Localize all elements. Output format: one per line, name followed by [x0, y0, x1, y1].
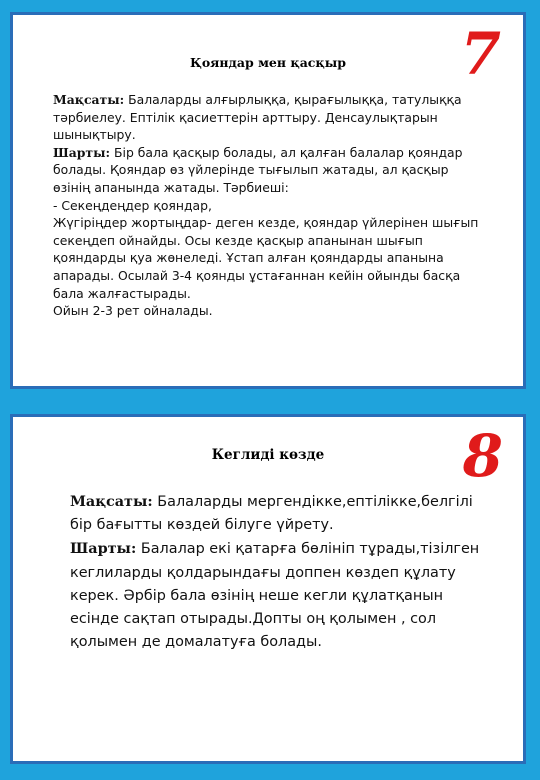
run-line: Жүгіріңдер жортыңдар- деген кезде, қояндар үйлерінен шығып секеңдеп ойнайды. Осы кезде қасқыр апанынан шығып қояндарды қуа жөнеледі. Ұстап алған қояндарды апанына апарады. Осылай 3-4 қоянды ұстағаннан кейін ойынды басқа бала жалғастырады.: [53, 215, 479, 301]
rules-label: Шарты:: [70, 540, 137, 558]
rules-text: Бір бала қасқыр болады, ал қалған балалар қояндар болады. Қояндар өз үйлерінде тығылып жатады, ал қасқыр өзінің апанында жатады. Тәрбиеші:: [53, 144, 463, 195]
rules-text: Балалар екі қатарға бөлініп тұрады,тізілген кеглиларды қолдарындағы доппен көздеп құлату керек. Әрбір бала өзінің неше кегли құлатқанын есінде сақтап отырады.Допты оң қолымен , сол қолымен де домалатуға болады.: [70, 541, 480, 651]
goal-paragraph: [70, 490, 485, 537]
game-card-7: [10, 12, 526, 389]
card-body: [70, 490, 485, 654]
goal-text: Балаларды алғырлыққа, қырағылыққа, татулыққа тәрбиелеу. Ептілік қасиеттерін арттыру. Денсаулықтарын шынықтыру.: [53, 92, 462, 143]
repeat-line: Ойын 2-3 рет ойналады.: [53, 303, 213, 319]
goal-text: Балаларды мергендікке,ептілікке,белгілі бір бағытты көздей білуге үйрету.: [70, 494, 473, 534]
card-title: Қояндар мен қасқыр: [190, 55, 346, 70]
hop-line: - Секеңдеңдер қояндар,: [53, 197, 212, 213]
card-number: 8: [462, 422, 503, 490]
rules-label: Шарты:: [53, 144, 111, 160]
goal-label: Мақсаты:: [70, 493, 153, 510]
card-body: [53, 91, 483, 320]
card-title: Кеглиді көзде: [211, 447, 325, 463]
goal-label: Мақсаты:: [53, 92, 125, 107]
game-card-8: [10, 414, 526, 764]
card-number: 7: [460, 20, 501, 88]
rules-paragraph: [70, 537, 485, 654]
goal-paragraph: [53, 91, 483, 144]
rules-paragraph: [53, 144, 483, 197]
